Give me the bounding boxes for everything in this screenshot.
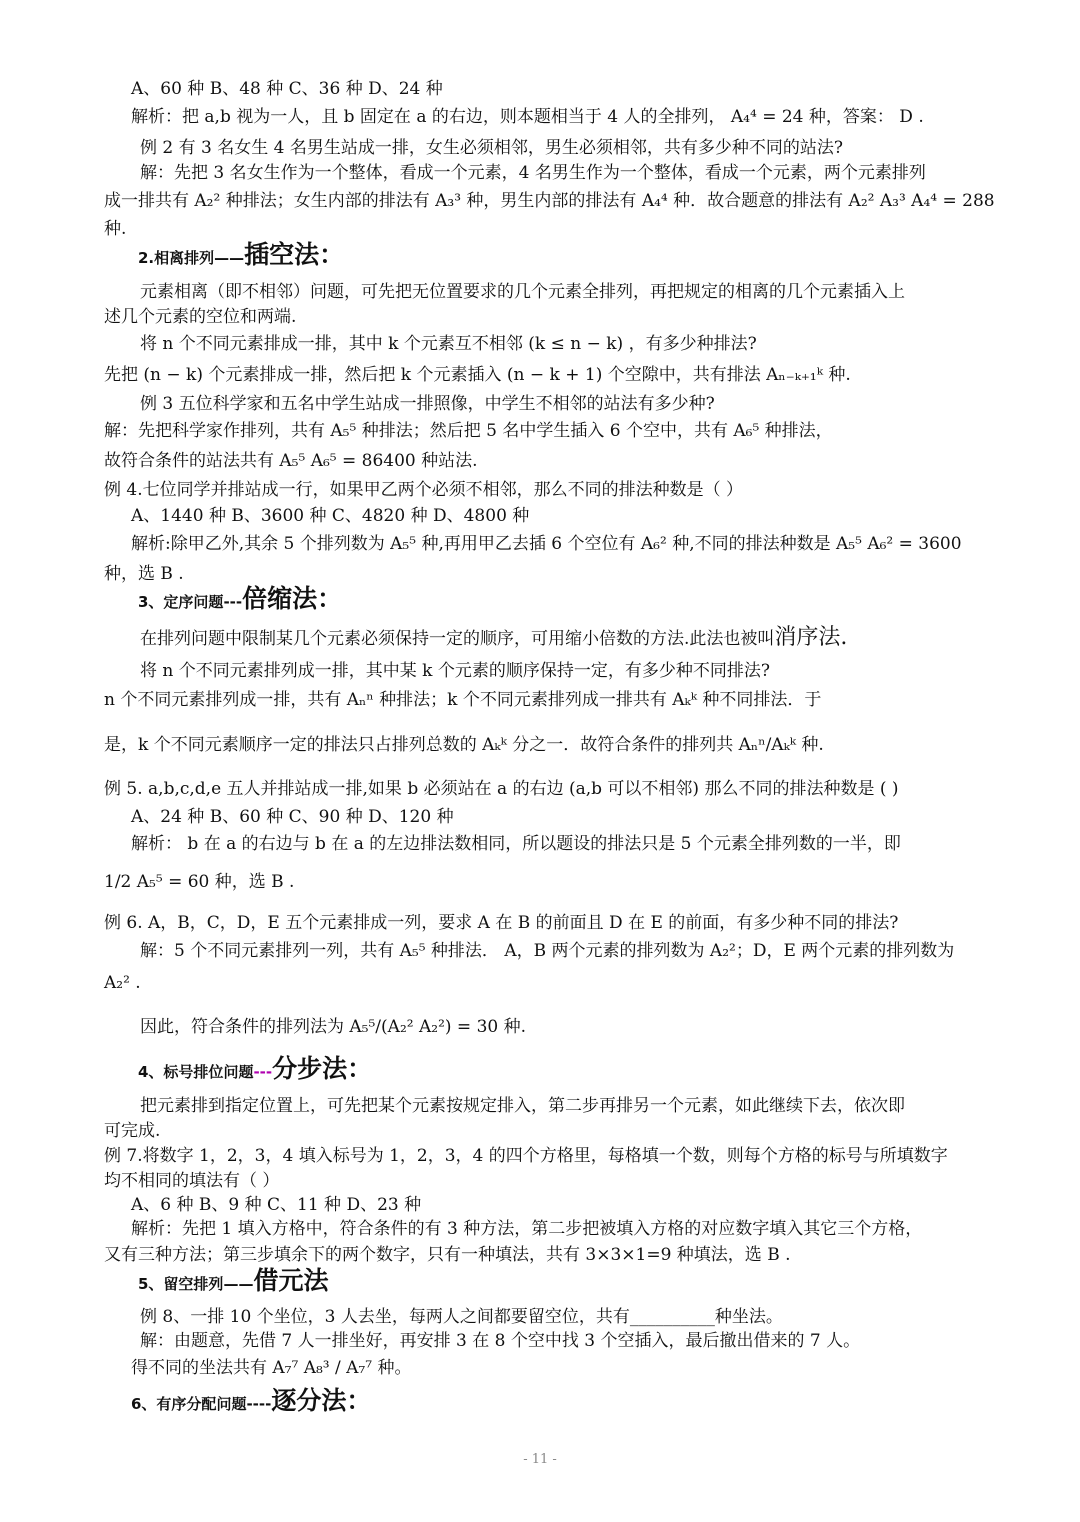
section-4-desc-2: 可完成. xyxy=(104,1121,161,1141)
section-2-title: 2.相离排列—— xyxy=(138,249,245,267)
section-4-heading xyxy=(138,1054,373,1083)
ex1-options: A、60 种 B、48 种 C、36 种 D、24 种 xyxy=(131,79,443,99)
ex5-question: 例 5. a,b,c,d,e 五人并排站成一排,如果 b 必须站在 a 的右边 (a,b 可以不相邻) 那么不同的排法种数是 ( ) xyxy=(104,779,899,799)
section-5-title: 5、留空排列—— xyxy=(138,1275,254,1293)
ex6-solution-3: 因此，符合条件的排列法为 A₅⁵/(A₂² A₂²) = 30 种. xyxy=(140,1017,527,1037)
ex7-question-1: 例 7.将数字 1，2，3，4 填入标号为 1，2，3，4 的四个方格里，每格填一个数，则每个方格的标号与所填数字 xyxy=(104,1146,948,1166)
ex5-options: A、24 种 B、60 种 C、90 种 D、120 种 xyxy=(131,807,454,827)
section-4-desc-1: 把元素排到指定位置上，可先把某个元素按规定排入，第二步再排另一个元素，如此继续下去，依次即 xyxy=(140,1096,905,1116)
ex7-analysis-2: 又有三种方法；第三步填余下的两个数字，只有一种填法，共有 3×3×1=9 种填法，选 B . xyxy=(104,1245,791,1265)
ex7-analysis-1: 解析：先把 1 填入方格中，符合条件的有 3 种方法，第二步把被填入方格的对应数字填入其它三个方格， xyxy=(131,1219,923,1239)
section-5-method: 借元法 xyxy=(253,1266,329,1295)
section-2-heading xyxy=(138,240,345,269)
ex5-answer: 1/2 A₅⁵ = 60 种，选 B . xyxy=(104,872,295,892)
ex6-solution-2: A₂² . xyxy=(104,973,141,993)
section-2-problem: 将 n 个不同元素排成一排，其中 k 个元素互不相邻 (k ≤ n − k) ，有多少种排法? xyxy=(140,334,757,354)
ex8-question: 例 8、一排 10 个坐位，3 人去坐，每两人之间都要留空位，共有__________种坐法。 xyxy=(140,1307,783,1327)
section-3-desc-text: 在排列问题中限制某几个元素必须保持一定的顺序，可用缩小倍数的方法.此法也被叫 xyxy=(140,629,775,649)
ex4-options: A、1440 种 B、3600 种 C、4820 种 D、4800 种 xyxy=(131,506,530,526)
section-3-desc-term: 消序法. xyxy=(774,625,848,650)
section-4-method: 分步法： xyxy=(272,1054,373,1083)
ex7-question-2: 均不相同的填法有（ ） xyxy=(104,1171,280,1191)
ex7-options: A、6 种 B、9 种 C、11 种 D、23 种 xyxy=(131,1195,422,1215)
section-2-desc-2: 述几个元素的空位和两端. xyxy=(104,307,297,327)
section-3-answer-1: n 个不同元素排列成一排，共有 Aₙⁿ 种排法；k 个不同元素排列成一排共有 Aₖᵏ 种不同排法．于 xyxy=(104,690,822,710)
ex2-solution-3: 种. xyxy=(104,219,127,239)
ex6-question: 例 6. A，B，C，D，E 五个元素排成一列，要求 A 在 B 的前面且 D 在 E 的前面，有多少种不同的排法? xyxy=(104,913,899,933)
ex4-answer: 种，选 B . xyxy=(104,564,184,584)
ex3-question: 例 3 五位科学家和五名中学生站成一排照像，中学生不相邻的站法有多少种? xyxy=(140,394,715,414)
section-2-answer: 先把 (n − k) 个元素排成一排，然后把 k 个元素插入 (n − k + 1) 个空隙中，共有排法 Aₙ₋ₖ₊₁ᵏ 种. xyxy=(104,365,851,385)
section-5-heading xyxy=(138,1266,329,1295)
ex6-solution-1: 解：5 个不同元素排列一列，共有 A₅⁵ 种排法． A，B 两个元素的排列数为 A₂²；D，E 两个元素的排列数为 xyxy=(140,941,955,961)
section-4-title: 4、标号排位问题 xyxy=(138,1063,254,1081)
ex3-solution-1: 解：先把科学家作排列，共有 A₅⁵ 种排法；然后把 5 名中学生插入 6 个空中，共有 A₆⁵ 种排法， xyxy=(104,421,833,441)
ex4-question: 例 4.七位同学并排站成一行，如果甲乙两个必须不相邻，那么不同的排法种数是（ ） xyxy=(104,480,744,500)
ex2-solution-1: 解：先把 3 名女生作为一个整体，看成一个元素，4 名男生作为一个整体，看成一个元素，两个元素排列 xyxy=(140,163,926,183)
section-6-heading xyxy=(131,1386,372,1415)
section-3-method: 倍缩法： xyxy=(242,584,343,613)
section-2-desc-1: 元素相离（即不相邻）问题，可先把无位置要求的几个元素全排列，再把规定的相离的几个元素插入上 xyxy=(140,282,905,302)
section-3-answer-2: 是，k 个不同元素顺序一定的排法只占排列总数的 Aₖᵏ 分之一．故符合条件的排列共 Aₙⁿ/Aₖᵏ 种. xyxy=(104,735,824,755)
section-6-method: 逐分法： xyxy=(271,1386,372,1415)
section-6-title: 6、有序分配问题---- xyxy=(131,1395,272,1413)
ex1-analysis: 解析：把 a,b 视为一人，且 b 固定在 a 的右边，则本题相当于 4 人的全排列， A₄⁴ = 24 种，答案： D . xyxy=(131,107,924,127)
ex2-question: 例 2 有 3 名女生 4 名男生站成一排，女生必须相邻，男生必须相邻，共有多少种不同的站法? xyxy=(140,138,843,158)
section-4-dashes: --- xyxy=(253,1063,273,1081)
section-3-desc xyxy=(140,627,847,650)
ex8-solution-2: 得不同的坐法共有 A₇⁷ A₈³ / A₇⁷ 种。 xyxy=(131,1358,412,1378)
section-2-method: 插空法： xyxy=(244,240,345,269)
page-number: - 11 - xyxy=(523,1452,557,1467)
section-3-heading xyxy=(138,584,343,613)
ex3-solution-2: 故符合条件的站法共有 A₅⁵ A₆⁵ = 86400 种站法. xyxy=(104,451,478,471)
ex2-solution-2: 成一排共有 A₂² 种排法；女生内部的排法有 A₃³ 种，男生内部的排法有 A₄⁴ 种．故合题意的排法有 A₂² A₃³ A₄⁴ = 288 xyxy=(104,191,995,211)
section-3-title: 3、定序问题--- xyxy=(138,593,243,611)
ex4-analysis: 解析:除甲乙外,其余 5 个排列数为 A₅⁵ 种,再用甲乙去插 6 个空位有 A₆² 种,不同的排法种数是 A₅⁵ A₆² = 3600 xyxy=(131,534,962,554)
ex5-analysis: 解析： b 在 a 的右边与 b 在 a 的左边排法数相同，所以题设的排法只是 5 个元素全排列数的一半，即 xyxy=(131,834,901,854)
section-3-problem: 将 n 个不同元素排列成一排，其中某 k 个元素的顺序保持一定，有多少种不同排法? xyxy=(140,661,770,681)
ex8-solution-1: 解：由题意，先借 7 人一排坐好，再安排 3 在 8 个空中找 3 个空插入，最后撤出借来的 7 人。 xyxy=(140,1331,861,1351)
